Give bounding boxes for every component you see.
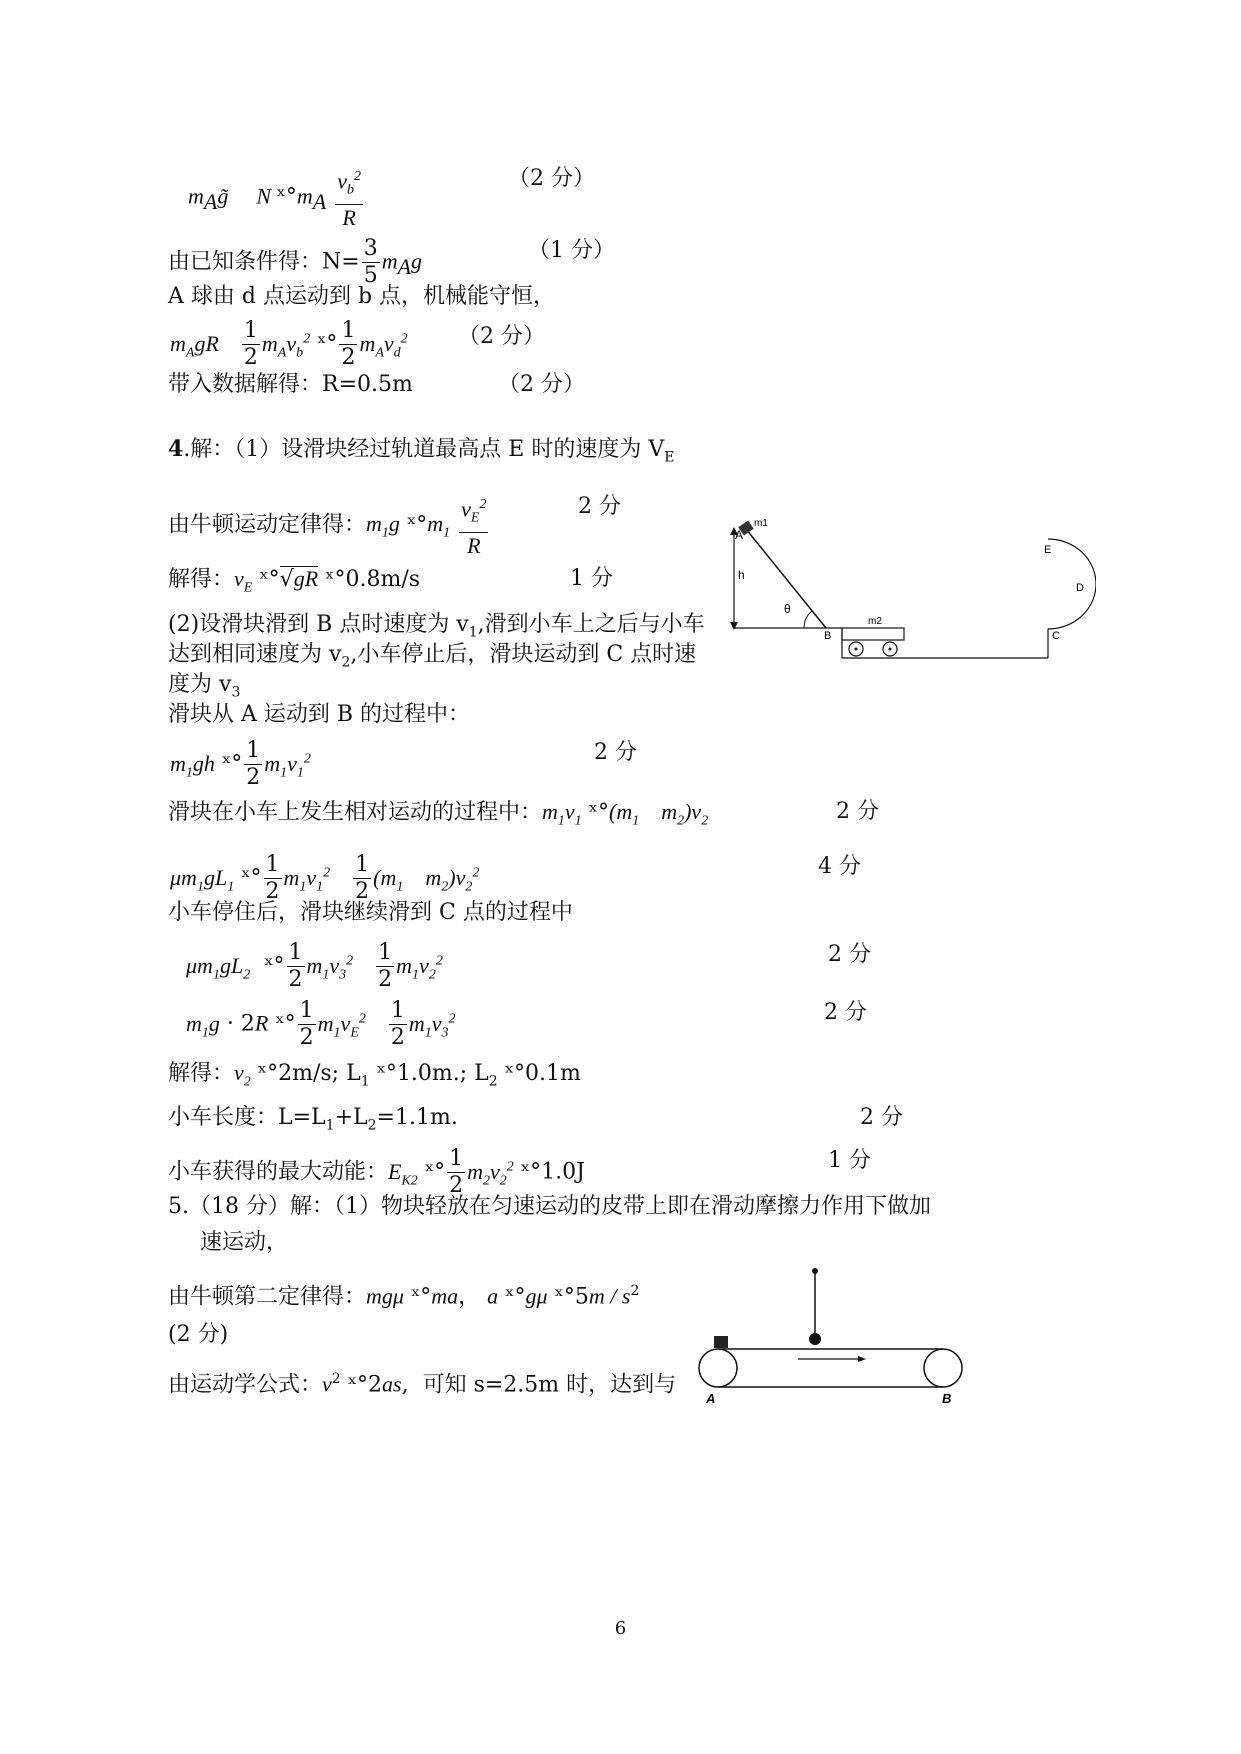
momentum-equation: 滑块在小车上发生相对运动的过程中：$m_1v_1$ $ˣ^\circ(m_1$ $m_2)v_2$ (168, 799, 709, 829)
problem-5-line-2: 速运动， (200, 1230, 289, 1255)
text-line: 达到相同速度为 $v_2$,小车停止后，滑块运动到 C 点时速 (168, 642, 697, 671)
friction-equation-2: $\mu m_1gL_2$ ˣ° $\frac{1}{2}$ $m_1v_3^2$ $\frac{1}{2}$ $m_1v_2^2$ (186, 940, 443, 992)
score: 1 分 (828, 1148, 871, 1173)
energy-equation-2: $m_1g \cdot 2R$ ˣ° $\frac{1}{2}$ $m_1v_E^2$ $\frac{1}{2}$ $m_1v_3^2$ (186, 998, 456, 1050)
mgh-equation: $m_1gh$ ˣ° $\frac{1}{2}$ $m_1v_1^2$ (170, 738, 311, 790)
label-B: B (824, 630, 832, 642)
eq-top-mid: N (256, 183, 277, 209)
kinematics-line: 由运动学公式：$v^2$ ˣ°2as, 可知 s=2.5m 时，达到与 (168, 1371, 677, 1398)
label-E: E (1044, 544, 1052, 556)
score: （1 分） (528, 238, 615, 263)
problem-4-title: 4.解：（1）设滑块经过轨道最高点 E 时的速度为 $V_E$ (168, 436, 675, 466)
known-condition: 由已知条件得：N= $\frac{3}{5}$ $m_Ag$ (168, 236, 423, 288)
text-line: 滑块从 A 运动到 B 的过程中： (168, 702, 471, 727)
label-D: D (1076, 582, 1084, 594)
friction-equation-1: $\mu m_1gL_1$ ˣ° $\frac{1}{2}$ $m_1v_1^2$ $\frac{1}{2}$ ($m_1$ $m_2)v_2^2$ (170, 852, 480, 904)
score: (2 分) (168, 1322, 229, 1347)
text-line: 带入数据解得：R=0.5m (168, 372, 413, 397)
fraction: $\frac{v_b^2}{R}$ (335, 164, 363, 231)
score: 2 分 (594, 740, 637, 765)
score: 2 分 (578, 494, 621, 519)
text-line: 度为 $v_3$ (168, 672, 241, 701)
score: 2 分 (836, 799, 879, 824)
label-A: A (735, 528, 744, 542)
label-m2: m2 (868, 616, 882, 627)
equation-top: $m_Ag̃$ N $ˣ^\circ m_A$ $\frac{v_b^2}{R}$ (188, 164, 365, 231)
score: 4 分 (818, 854, 861, 879)
result-line: 解得：$v_2$ ˣ°2m/s; $L_1$ ˣ°1.0m.; $L_2$ ˣ°0.1m (168, 1060, 581, 1090)
energy-equation: $m_AgR$ $\frac{1}{2}$ $m_Av_b^2$ ˣ° $\frac{1}{2}$ $m_Av_d^2$ (170, 318, 408, 370)
label-theta: θ (784, 602, 791, 616)
score: （2 分） (498, 372, 585, 397)
text-line: A 球由 d 点运动到 b 点，机械能守恒， (168, 284, 556, 309)
score: （2 分） (508, 166, 595, 191)
eq-top-left: m (188, 183, 204, 209)
label-m1: m1 (754, 518, 768, 529)
page-number: 6 (614, 1618, 627, 1639)
kinetic-energy-line: 小车获得的最大动能：$E_{K2}$ ˣ° $\frac{1}{2}$ $m_2v_2^2$ ˣ°1.0J (168, 1146, 585, 1198)
length-line: 小车长度：$L=L_1+L_2=1.1m$. (168, 1105, 458, 1134)
newton-second-law: 由牛顿第二定律得：mgμ ˣ°ma， a ˣ°gμ ˣ°5m / $s^2$ (168, 1283, 640, 1310)
label-B: B (942, 1391, 952, 1406)
vE-equation: 解得：$v_E$ ˣ°√gR ˣ°0.8m/s (168, 566, 421, 596)
text-line: (2)设滑块滑到 B 点时速度为 $v_1$,滑到小车上之后与小车 (168, 612, 705, 641)
newton-equation: 由牛顿运动定律得：$m_1g$ $ˣ^\circ m_1$ $\frac{v_E^2}{R}$ (168, 492, 490, 559)
score: （2 分） (458, 324, 545, 349)
problem-5-line-1: 5.（18 分）解：（1）物块轻放在匀速运动的皮带上即在滑动摩擦力作用下做加 (168, 1194, 931, 1219)
label-h: h (738, 568, 745, 582)
figure-conveyor-belt (698, 1265, 973, 1415)
label-A: A (706, 1391, 716, 1406)
score: 1 分 (570, 566, 613, 591)
figure-incline-track (726, 515, 1096, 665)
text-line: 小车停住后，滑块继续滑到 C 点的过程中 (168, 900, 573, 925)
score: 2 分 (824, 1000, 867, 1025)
score: 2 分 (828, 942, 871, 967)
score: 2 分 (860, 1105, 903, 1130)
label-C: C (1052, 630, 1060, 642)
